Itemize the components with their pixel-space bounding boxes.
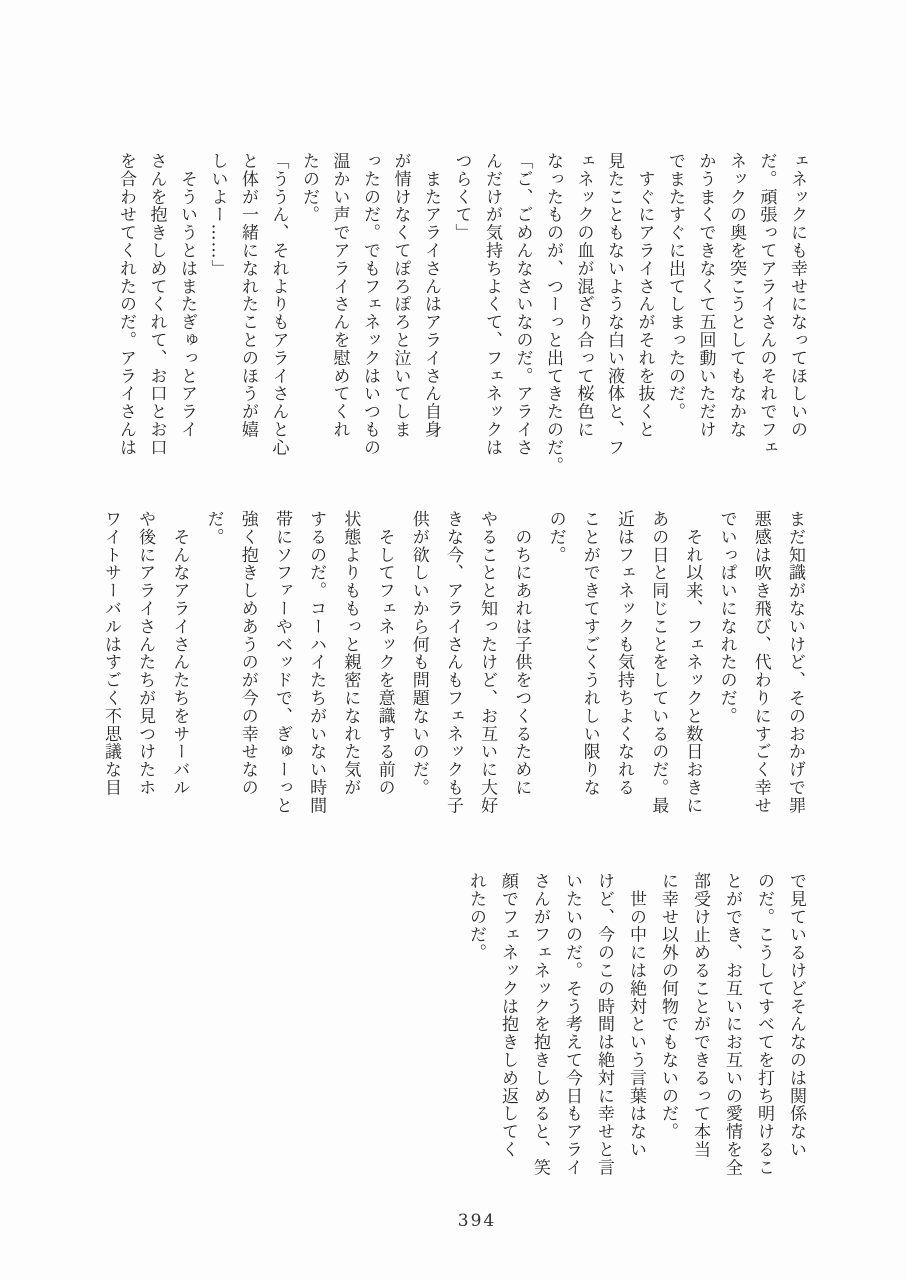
text-block-bottom — [460, 872, 812, 1176]
text-column: でいっぱいになれたのだ。 — [716, 510, 737, 725]
text-column: するのだ。コーハイたちがいない時間 — [306, 510, 327, 815]
text-column: かうまくできなくて五回動いただけ — [695, 152, 716, 439]
text-column: さんを抱きしめてくれて、お口とお口 — [146, 152, 167, 457]
text-column: んだけが気持ちよくて、フェネックは — [482, 152, 502, 457]
text-column: 顔でフェネックは抱きしめ返してく — [498, 872, 518, 1159]
text-column: とができ、お互いにお互いの愛情を全 — [722, 872, 742, 1177]
text-column: さんがフェネックを抱きしめると、笑 — [530, 872, 550, 1177]
text-column: 温かい声でアライさんを慰めてくれ — [329, 152, 350, 439]
text-column: ワイトサーバルはすごく不思議な目 — [100, 510, 121, 797]
text-column: だ。頑張ってアライさんのそれでフェ — [756, 152, 777, 457]
text-column: 強く抱きしめあうのが今の幸せなの — [237, 510, 258, 797]
text-column: やることと知ったけど、お互いに大好 — [477, 510, 498, 815]
text-column: に幸せ以外の何物でもないのだ。 — [658, 872, 678, 1141]
text-column: を合わせてくれたのだ。アライさんは — [116, 152, 136, 457]
text-column: きな今、アライさんもフェネックも子 — [442, 510, 463, 815]
text-column: すぐにアライさんがそれを抜くと — [634, 152, 655, 439]
text-column: いたいのだ。そう考えて今日もアライ — [562, 872, 582, 1177]
text-column: 世の中には絶対という言葉はない — [626, 872, 646, 1159]
text-column: なったものが、つーっと出てきたのだ。 — [543, 152, 563, 475]
text-column: のだ。 — [545, 510, 566, 564]
text-column: 見たこともないような白い液体と、フ — [604, 152, 624, 457]
text-block-top — [111, 152, 813, 474]
text-column: のだ。こうしてすべてを打ち明けるこ — [754, 872, 774, 1177]
text-column: たのだ。 — [299, 152, 319, 224]
text-column: 「ご、ごめんなさいなのだ。アライさ — [512, 152, 533, 457]
text-column: またアライさんはアライさん自身 — [421, 152, 441, 439]
text-column: 悪感は吹き飛び、代わりにすごく幸せ — [750, 510, 771, 815]
text-column: でまたすぐに出てしまったのだ。 — [665, 152, 685, 421]
text-column: ことができてすごくうれしい限りな — [579, 510, 600, 797]
text-column: と体が一緒になれたことのほうが嬉 — [238, 152, 258, 439]
text-column: 状態よりももっと親密になれた気が — [340, 510, 361, 797]
text-column: ったのだ。でもフェネックはいつもの — [360, 152, 380, 457]
text-column: まだ知識がないけど、そのおかげで罪 — [785, 510, 805, 815]
text-column: 近はフェネックも気持ちよくなれる — [613, 510, 634, 797]
text-column: 「ううん、それよりもアライさんと心 — [268, 152, 289, 457]
text-column: 部受け止めることができるって本当 — [690, 872, 710, 1159]
text-column: が情けなくてぽろぽろと泣いてしま — [390, 152, 411, 439]
text-column: ネックの奥を突こうとしてもなかな — [726, 152, 746, 439]
text-block-middle — [94, 510, 812, 814]
text-column: そんなアライさんたちをサーバル — [169, 510, 190, 797]
text-column: しいよー……」 — [207, 152, 228, 278]
text-column: れたのだ。 — [466, 872, 486, 962]
text-column: だ。 — [203, 510, 224, 546]
text-column: や後にアライさんたちが見つけたホ — [135, 510, 156, 797]
page-number: 394 — [457, 1211, 497, 1231]
text-column: 帯にソファーやベッドで、ぎゅーっと — [271, 510, 292, 815]
text-column: それ以来、フェネックと数日おきに — [682, 510, 703, 815]
text-column: 供が欲しいから何も問題ないのだ。 — [408, 510, 429, 797]
text-column: そういうとはまたぎゅっとアライ — [177, 152, 197, 439]
text-column: つらくて」 — [451, 152, 472, 242]
text-column: そしてフェネックを意識する前の — [374, 510, 395, 797]
text-column: で見ているけどそんなのは関係ない — [786, 872, 806, 1159]
text-column: あの日と同じことをしているのだ。最 — [648, 510, 669, 815]
text-column: けど、今のこの時間は絶対に幸せと言 — [594, 872, 614, 1177]
text-column: ェネックにも幸せになってほしいの — [787, 152, 807, 439]
text-column: のちにあれは子供をつくるために — [511, 510, 532, 797]
text-column: ェネックの血が混ざり合って桜色に — [573, 152, 594, 439]
